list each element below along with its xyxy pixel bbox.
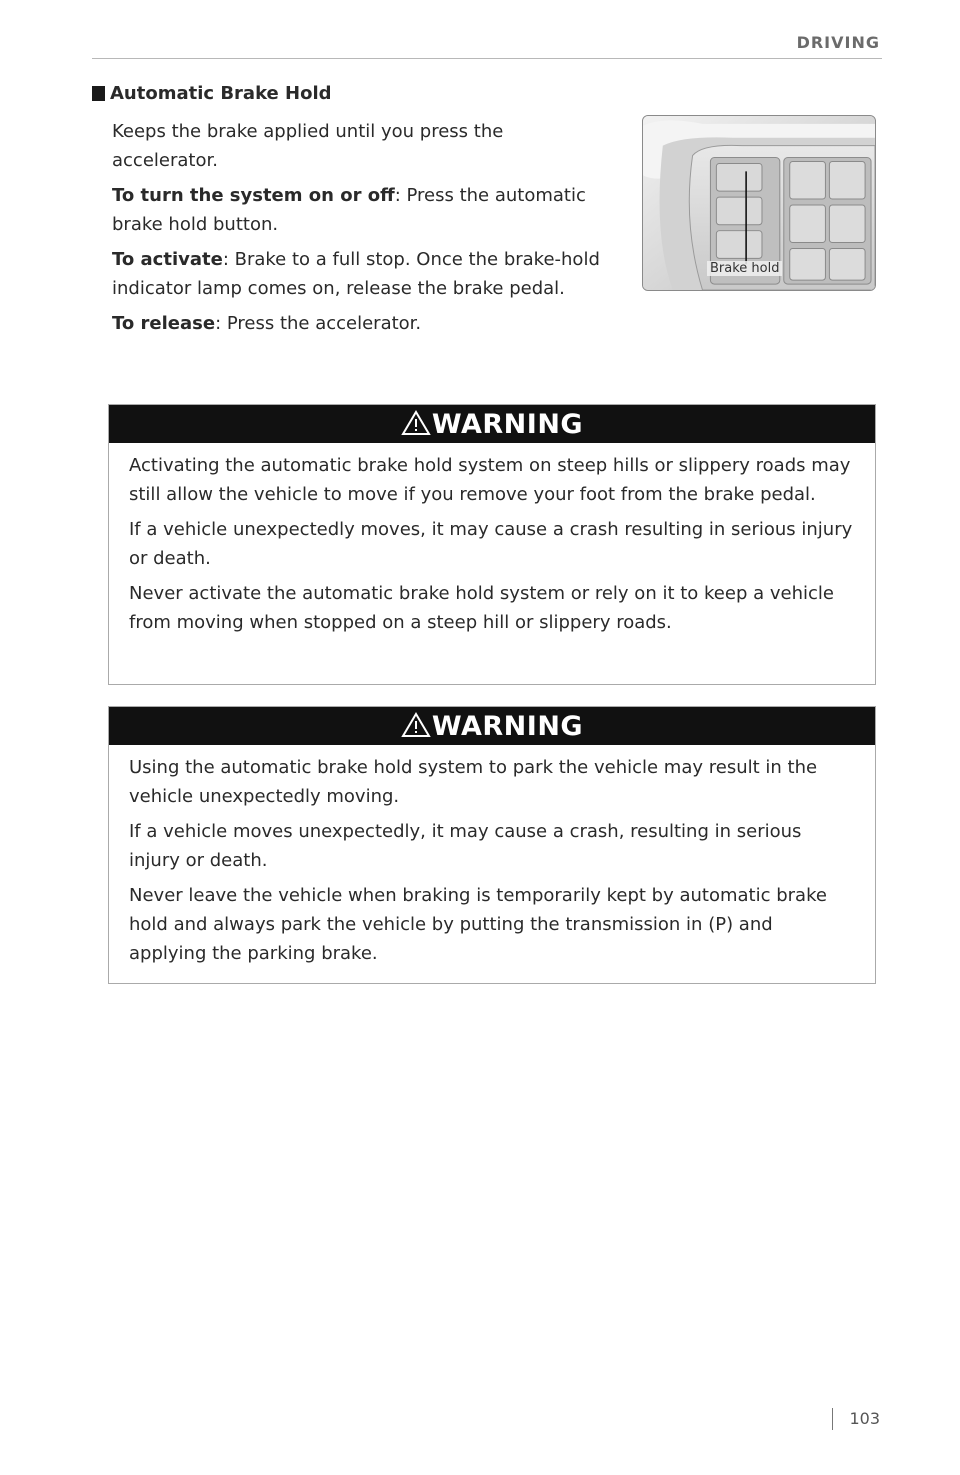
page-number-divider: [832, 1408, 833, 1430]
running-header: DRIVING: [796, 33, 880, 52]
warning-triangle-icon: [401, 712, 431, 738]
toggle-text: : Press the automatic brake hold button.: [112, 185, 586, 235]
intro-text: [112, 117, 612, 344]
warning-box-2: [108, 706, 876, 984]
warning-paragraph: Using the automatic brake hold system to park the vehicle may result in the vehicle unexpectedly moving.: [129, 757, 818, 807]
warning-title: WARNING: [431, 710, 584, 742]
activate-text: : Brake to a full stop. Once the brake-hold indicator lamp comes on, release the brake pedal.: [112, 249, 600, 299]
warning-box-1: [108, 404, 876, 685]
warning-paragraph: If a vehicle moves unexpectedly, it may cause a crash, resulting in serious injury or death.: [129, 821, 802, 871]
section-heading: [92, 83, 332, 104]
warning-paragraph: If a vehicle unexpectedly moves, it may cause a crash resulting in serious injury or death.: [129, 519, 853, 569]
intro-paragraph-toggle: [112, 181, 612, 239]
warning-paragraph: Never leave the vehicle when braking is temporarily kept by automatic brake hold and always park the vehicle by putting the transmission in (P) and applying the parking brake.: [129, 885, 827, 964]
warning-paragraph: Activating the automatic brake hold system on steep hills or slippery roads may still allow the vehicle to move if you remove your foot from the brake pedal.: [129, 455, 851, 505]
warning-bar-2: [109, 707, 875, 745]
brake-hold-callout: Brake hold: [707, 261, 782, 276]
warning-bar-1: [109, 405, 875, 443]
warning-title: WARNING: [431, 408, 584, 440]
activate-label: To activate: [112, 249, 223, 270]
section-bullet-icon: [92, 86, 105, 101]
intro-paragraph-release: [112, 309, 612, 338]
section-title: Automatic Brake Hold: [110, 83, 332, 104]
intro-paragraph-activate: [112, 245, 612, 303]
release-text: : Press the accelerator.: [215, 313, 422, 334]
warning-body-2: [109, 745, 875, 968]
toggle-label: To turn the system on or off: [112, 185, 395, 206]
page-number: 103: [849, 1409, 880, 1428]
intro-paragraph: Keeps the brake applied until you press the accelerator.: [112, 121, 504, 171]
warning-body-1: [109, 443, 875, 637]
brake-hold-figure: [642, 115, 876, 291]
header-rule: [92, 58, 882, 59]
warning-triangle-icon: [401, 410, 431, 436]
warning-paragraph: Never activate the automatic brake hold system or rely on it to keep a vehicle from moving when stopped on a steep hill or slippery roads.: [129, 583, 834, 633]
release-label: To release: [112, 313, 216, 334]
